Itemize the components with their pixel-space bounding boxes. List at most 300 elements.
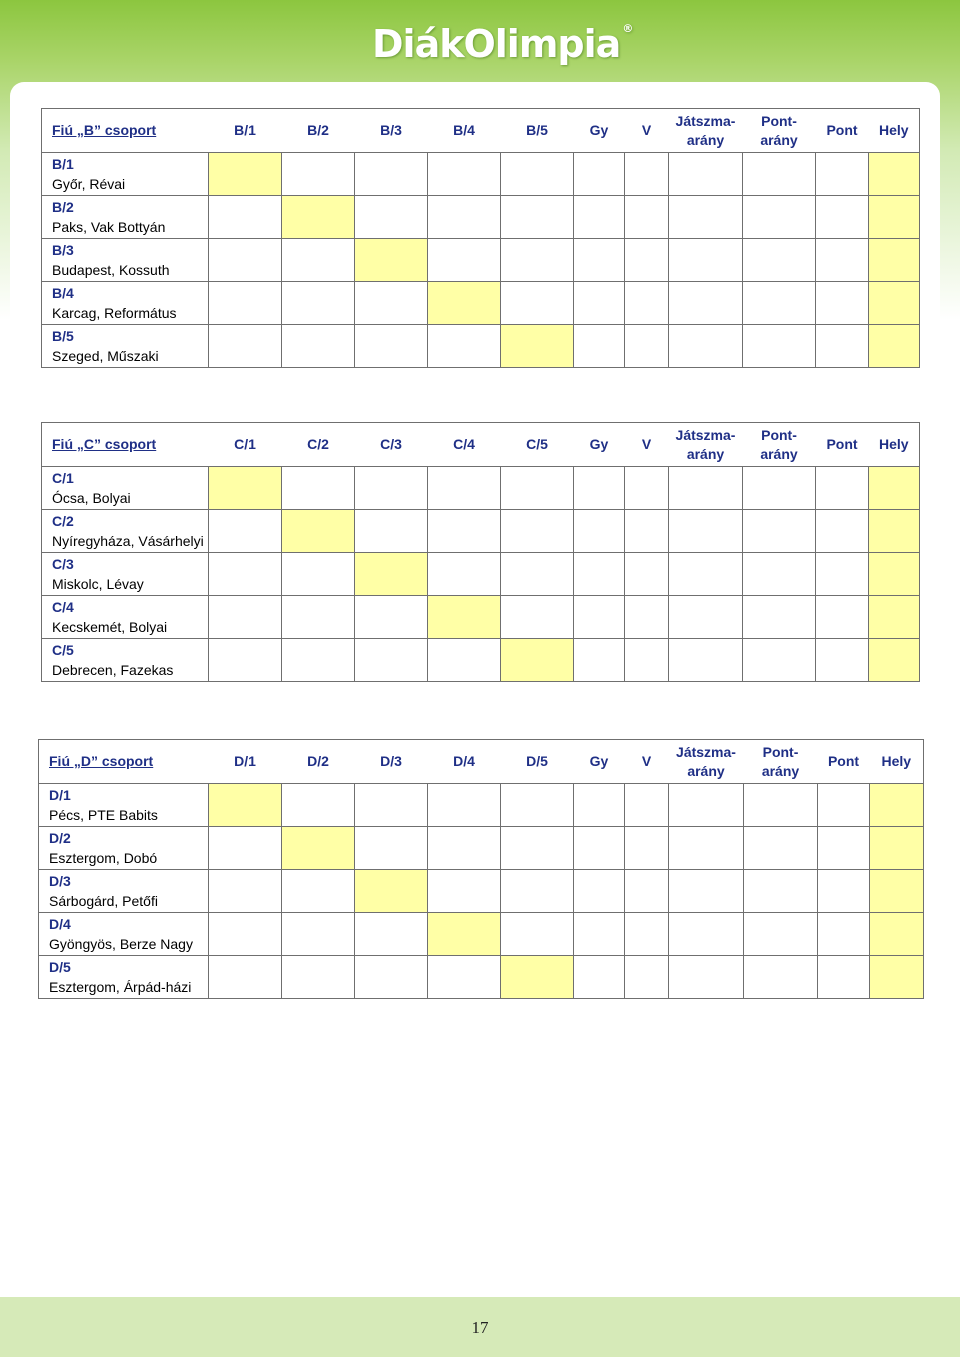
- diakolimpia-logo: [372, 22, 632, 66]
- score-cell[interactable]: [744, 784, 818, 827]
- col-header-hely: [869, 423, 920, 467]
- hely-cell[interactable]: [869, 153, 920, 196]
- group-table: [38, 739, 924, 999]
- col-header-4-text: B/4: [453, 122, 475, 138]
- score-cell[interactable]: [818, 870, 870, 913]
- score-cell[interactable]: [428, 639, 501, 682]
- table-row: [42, 239, 920, 282]
- col-header-gy-text: Gy: [589, 753, 609, 769]
- score-cell[interactable]: [428, 510, 501, 553]
- score-cell[interactable]: [625, 827, 669, 870]
- col-header-pontarany-text: Pont-: [762, 743, 799, 760]
- team-code: B/4: [52, 285, 74, 301]
- self-match-cell: [501, 956, 574, 999]
- score-cell[interactable]: [625, 196, 669, 239]
- score-cell[interactable]: [428, 467, 501, 510]
- group-title: [42, 109, 209, 153]
- group-table: [41, 422, 920, 682]
- team-name: Győr, Révai: [52, 176, 126, 192]
- col-header-pontarany: [744, 740, 818, 784]
- score-cell[interactable]: [669, 870, 744, 913]
- self-match-cell: [282, 827, 355, 870]
- score-cell[interactable]: [282, 153, 355, 196]
- team-cell: [39, 913, 209, 956]
- self-match-cell: [282, 196, 355, 239]
- col-header-2: [282, 423, 355, 467]
- col-header-pont-text: Pont: [827, 753, 860, 769]
- team-code: C/5: [52, 642, 74, 658]
- team-name: Miskolc, Lévay: [52, 576, 144, 592]
- score-cell[interactable]: [209, 596, 282, 639]
- table-row: [42, 153, 920, 196]
- score-cell[interactable]: [818, 827, 870, 870]
- table-row: [42, 596, 920, 639]
- score-cell[interactable]: [209, 956, 282, 999]
- col-header-hely: [869, 109, 920, 153]
- team-name: Paks, Vak Bottyán: [52, 219, 166, 235]
- table-row: [39, 827, 924, 870]
- score-cell[interactable]: [501, 153, 574, 196]
- group-title-text: Fiú „D” csoport: [49, 753, 154, 769]
- col-header-pont: [816, 423, 869, 467]
- team-cell: [39, 956, 209, 999]
- score-cell[interactable]: [625, 784, 669, 827]
- score-cell[interactable]: [282, 956, 355, 999]
- score-cell[interactable]: [625, 639, 669, 682]
- score-cell[interactable]: [669, 196, 743, 239]
- col-header-1: [209, 423, 282, 467]
- team-code: D/3: [49, 873, 71, 889]
- score-cell[interactable]: [574, 325, 625, 368]
- score-cell[interactable]: [282, 553, 355, 596]
- col-header-pont-text: Pont: [826, 122, 858, 138]
- col-header-jatszmaarany-text: Játszma-: [675, 426, 736, 443]
- col-header-pont: [816, 109, 869, 153]
- score-cell[interactable]: [625, 467, 669, 510]
- team-name: Pécs, PTE Babits: [49, 807, 158, 823]
- group-title: [39, 740, 209, 784]
- score-cell[interactable]: [574, 196, 625, 239]
- hely-cell[interactable]: [870, 784, 924, 827]
- score-cell[interactable]: [209, 827, 282, 870]
- team-name: Kecskemét, Bolyai: [52, 619, 168, 635]
- score-cell[interactable]: [816, 510, 869, 553]
- team-name: Budapest, Kossuth: [52, 262, 170, 278]
- col-header-v-text: V: [641, 753, 652, 769]
- score-cell[interactable]: [428, 239, 501, 282]
- score-cell[interactable]: [625, 956, 669, 999]
- score-cell[interactable]: [816, 196, 869, 239]
- col-header-5: [501, 423, 574, 467]
- score-cell[interactable]: [355, 956, 428, 999]
- score-cell[interactable]: [282, 639, 355, 682]
- hely-cell[interactable]: [870, 913, 924, 956]
- col-header-1-text: D/1: [234, 753, 256, 769]
- col-header-hely-text: Hely: [881, 753, 912, 769]
- col-header-pontarany-text: Pont-: [761, 426, 797, 443]
- table-row: [39, 956, 924, 999]
- score-cell[interactable]: [625, 870, 669, 913]
- score-cell[interactable]: [625, 510, 669, 553]
- score-cell[interactable]: [355, 784, 428, 827]
- score-cell[interactable]: [669, 239, 743, 282]
- col-header-v: [625, 423, 669, 467]
- hely-cell[interactable]: [869, 282, 920, 325]
- score-cell[interactable]: [744, 870, 818, 913]
- table-row: [42, 467, 920, 510]
- score-cell[interactable]: [355, 510, 428, 553]
- col-header-jatszmaarany: [669, 423, 743, 467]
- col-header-pontarany: [743, 423, 816, 467]
- score-cell[interactable]: [574, 282, 625, 325]
- team-name: Ócsa, Bolyai: [52, 490, 131, 506]
- col-header-4: [428, 109, 501, 153]
- group-title-text: Fiú „B” csoport: [52, 122, 157, 138]
- hely-cell[interactable]: [869, 553, 920, 596]
- self-match-cell: [428, 913, 501, 956]
- team-code: B/2: [52, 199, 74, 215]
- col-header-hely-text: Hely: [878, 436, 909, 452]
- team-cell: [42, 153, 209, 196]
- logo-text: DiákOlimpia: [372, 22, 621, 66]
- score-cell[interactable]: [209, 553, 282, 596]
- score-cell[interactable]: [743, 325, 816, 368]
- score-cell[interactable]: [574, 153, 625, 196]
- score-cell[interactable]: [282, 325, 355, 368]
- score-cell[interactable]: [355, 639, 428, 682]
- self-match-cell: [501, 639, 574, 682]
- score-cell[interactable]: [355, 282, 428, 325]
- score-cell[interactable]: [501, 467, 574, 510]
- score-cell[interactable]: [428, 196, 501, 239]
- team-code: D/5: [49, 959, 71, 975]
- score-cell[interactable]: [282, 239, 355, 282]
- team-code: C/4: [52, 599, 74, 615]
- team-code: D/4: [49, 916, 71, 932]
- hely-cell[interactable]: [869, 596, 920, 639]
- score-cell[interactable]: [743, 467, 816, 510]
- hely-cell[interactable]: [869, 510, 920, 553]
- score-cell[interactable]: [625, 596, 669, 639]
- score-cell[interactable]: [501, 196, 574, 239]
- score-cell[interactable]: [355, 196, 428, 239]
- col-header-5: [501, 109, 574, 153]
- team-code: C/3: [52, 556, 74, 572]
- score-cell[interactable]: [669, 913, 744, 956]
- score-cell[interactable]: [355, 596, 428, 639]
- score-cell[interactable]: [625, 553, 669, 596]
- score-cell[interactable]: [574, 596, 625, 639]
- score-cell[interactable]: [743, 239, 816, 282]
- team-code: B/3: [52, 242, 74, 258]
- col-header-jatszmaarany-text: Játszma-: [675, 112, 736, 129]
- col-header-gy: [574, 109, 625, 153]
- hely-cell[interactable]: [869, 325, 920, 368]
- group-title-text: Fiú „C” csoport: [52, 436, 157, 452]
- col-header-pont-text: Pont: [826, 436, 858, 452]
- score-cell[interactable]: [625, 325, 669, 368]
- score-cell[interactable]: [669, 510, 743, 553]
- score-cell[interactable]: [501, 827, 574, 870]
- score-cell[interactable]: [501, 239, 574, 282]
- score-cell[interactable]: [282, 870, 355, 913]
- col-header-v-text: V: [641, 436, 652, 452]
- score-cell[interactable]: [209, 510, 282, 553]
- team-cell: [42, 639, 209, 682]
- score-cell[interactable]: [818, 784, 870, 827]
- team-cell: [39, 784, 209, 827]
- self-match-cell: [355, 870, 428, 913]
- score-cell[interactable]: [625, 913, 669, 956]
- score-cell[interactable]: [669, 827, 744, 870]
- team-cell: [42, 467, 209, 510]
- col-header-2: [282, 740, 355, 784]
- score-cell[interactable]: [574, 467, 625, 510]
- score-cell[interactable]: [501, 784, 574, 827]
- self-match-cell: [209, 784, 282, 827]
- score-cell[interactable]: [428, 325, 501, 368]
- score-cell[interactable]: [744, 827, 818, 870]
- page-number: 17: [471, 1318, 489, 1337]
- score-cell[interactable]: [816, 325, 869, 368]
- score-cell[interactable]: [501, 553, 574, 596]
- score-cell[interactable]: [816, 239, 869, 282]
- self-match-cell: [501, 325, 574, 368]
- group-title: [42, 423, 209, 467]
- score-cell[interactable]: [428, 784, 501, 827]
- score-cell[interactable]: [428, 827, 501, 870]
- col-header-pont: [818, 740, 870, 784]
- registered-mark: ®: [622, 22, 633, 35]
- col-header-pontarany: [743, 109, 816, 153]
- score-cell[interactable]: [743, 510, 816, 553]
- col-header-5: [501, 740, 574, 784]
- hely-cell[interactable]: [869, 639, 920, 682]
- score-cell[interactable]: [209, 196, 282, 239]
- col-header-5-text: C/5: [526, 436, 548, 452]
- hely-cell[interactable]: [870, 870, 924, 913]
- col-header-gy-text: Gy: [589, 122, 609, 138]
- col-header-jatszmaarany: [669, 740, 744, 784]
- self-match-cell: [428, 596, 501, 639]
- score-cell[interactable]: [501, 510, 574, 553]
- score-cell[interactable]: [501, 913, 574, 956]
- col-header-gy: [574, 423, 625, 467]
- score-cell[interactable]: [282, 913, 355, 956]
- col-header-1: [209, 740, 282, 784]
- score-cell[interactable]: [669, 325, 743, 368]
- col-header-4-text: C/4: [453, 436, 475, 452]
- hely-cell[interactable]: [869, 239, 920, 282]
- col-header-jatszmaarany-text: arány: [686, 131, 725, 148]
- table-row: [42, 553, 920, 596]
- col-header-3: [355, 109, 428, 153]
- score-cell[interactable]: [743, 196, 816, 239]
- score-cell[interactable]: [282, 784, 355, 827]
- col-header-3-text: C/3: [380, 436, 402, 452]
- col-header-3: [355, 740, 428, 784]
- col-header-4: [428, 740, 501, 784]
- score-cell[interactable]: [625, 153, 669, 196]
- score-cell[interactable]: [669, 467, 743, 510]
- team-name: Karcag, Református: [52, 305, 177, 321]
- col-header-4-text: D/4: [453, 753, 475, 769]
- score-cell[interactable]: [209, 913, 282, 956]
- col-header-hely: [870, 740, 924, 784]
- col-header-gy-text: Gy: [589, 436, 609, 452]
- score-cell[interactable]: [743, 153, 816, 196]
- col-header-hely-text: Hely: [878, 122, 909, 138]
- self-match-cell: [428, 282, 501, 325]
- score-cell[interactable]: [574, 827, 625, 870]
- hely-cell[interactable]: [869, 196, 920, 239]
- score-cell[interactable]: [744, 956, 818, 999]
- table-row: [39, 784, 924, 827]
- score-cell[interactable]: [669, 596, 743, 639]
- col-header-1: [209, 109, 282, 153]
- score-cell[interactable]: [574, 956, 625, 999]
- score-cell[interactable]: [743, 596, 816, 639]
- team-name: Sárbogárd, Petőfi: [49, 893, 158, 909]
- score-cell[interactable]: [209, 239, 282, 282]
- col-header-1-text: B/1: [234, 122, 256, 138]
- score-cell[interactable]: [574, 913, 625, 956]
- table-row: [39, 913, 924, 956]
- score-cell[interactable]: [816, 553, 869, 596]
- table-row: [42, 282, 920, 325]
- table-row: [42, 196, 920, 239]
- score-cell[interactable]: [625, 239, 669, 282]
- team-cell: [42, 282, 209, 325]
- score-cell[interactable]: [428, 153, 501, 196]
- score-cell[interactable]: [816, 467, 869, 510]
- self-match-cell: [209, 153, 282, 196]
- score-cell[interactable]: [428, 870, 501, 913]
- team-cell: [42, 325, 209, 368]
- score-cell[interactable]: [816, 596, 869, 639]
- col-header-2-text: B/2: [307, 122, 329, 138]
- col-header-jatszmaarany: [669, 109, 743, 153]
- score-cell[interactable]: [743, 639, 816, 682]
- team-code: C/2: [52, 513, 74, 529]
- score-cell[interactable]: [501, 596, 574, 639]
- col-header-3: [355, 423, 428, 467]
- score-cell[interactable]: [816, 639, 869, 682]
- team-code: B/1: [52, 156, 74, 172]
- score-cell[interactable]: [209, 870, 282, 913]
- score-cell[interactable]: [355, 153, 428, 196]
- table-row: [42, 510, 920, 553]
- score-cell[interactable]: [355, 827, 428, 870]
- team-cell: [42, 553, 209, 596]
- score-cell[interactable]: [355, 325, 428, 368]
- score-cell[interactable]: [574, 510, 625, 553]
- col-header-v: [625, 740, 669, 784]
- team-cell: [42, 196, 209, 239]
- score-cell[interactable]: [625, 282, 669, 325]
- score-cell[interactable]: [574, 639, 625, 682]
- team-code: B/5: [52, 328, 74, 344]
- team-cell: [42, 510, 209, 553]
- team-name: Gyöngyös, Berze Nagy: [49, 936, 193, 952]
- score-cell[interactable]: [209, 325, 282, 368]
- score-cell[interactable]: [501, 870, 574, 913]
- col-header-v: [625, 109, 669, 153]
- score-cell[interactable]: [428, 956, 501, 999]
- score-cell[interactable]: [669, 553, 743, 596]
- score-cell[interactable]: [816, 282, 869, 325]
- hely-cell[interactable]: [870, 827, 924, 870]
- score-cell[interactable]: [816, 153, 869, 196]
- table-row: [42, 639, 920, 682]
- team-cell: [39, 827, 209, 870]
- score-cell[interactable]: [669, 153, 743, 196]
- col-header-v-text: V: [641, 122, 652, 138]
- score-cell[interactable]: [282, 596, 355, 639]
- group-table: [41, 108, 920, 368]
- table-row: [39, 870, 924, 913]
- self-match-cell: [282, 510, 355, 553]
- score-cell[interactable]: [744, 913, 818, 956]
- score-cell[interactable]: [574, 870, 625, 913]
- score-cell[interactable]: [574, 239, 625, 282]
- score-cell[interactable]: [818, 913, 870, 956]
- col-header-pontarany-text: Pont-: [761, 112, 797, 129]
- col-header-gy: [574, 740, 625, 784]
- team-code: C/1: [52, 470, 74, 486]
- team-name: Debrecen, Fazekas: [52, 662, 174, 678]
- col-header-pontarany-text: arány: [760, 445, 798, 462]
- score-cell[interactable]: [282, 282, 355, 325]
- score-cell[interactable]: [818, 956, 870, 999]
- team-cell: [42, 239, 209, 282]
- team-cell: [39, 870, 209, 913]
- team-name: Nyíregyháza, Vásárhelyi: [52, 533, 204, 549]
- col-header-4: [428, 423, 501, 467]
- score-cell[interactable]: [209, 282, 282, 325]
- col-header-pontarany-text: arány: [761, 762, 800, 779]
- score-cell[interactable]: [669, 639, 743, 682]
- col-header-jatszmaarany-text: Játszma-: [676, 743, 736, 760]
- team-cell: [42, 596, 209, 639]
- score-cell[interactable]: [574, 784, 625, 827]
- score-cell[interactable]: [743, 553, 816, 596]
- score-cell[interactable]: [669, 282, 743, 325]
- col-header-jatszmaarany-text: arány: [687, 762, 725, 779]
- self-match-cell: [355, 239, 428, 282]
- team-code: D/2: [49, 830, 71, 846]
- col-header-2-text: D/2: [307, 753, 329, 769]
- score-cell[interactable]: [669, 956, 744, 999]
- hely-cell[interactable]: [870, 956, 924, 999]
- score-cell[interactable]: [355, 913, 428, 956]
- col-header-5-text: D/5: [526, 753, 548, 769]
- self-match-cell: [355, 553, 428, 596]
- score-cell[interactable]: [574, 553, 625, 596]
- score-cell[interactable]: [669, 784, 744, 827]
- score-cell[interactable]: [743, 282, 816, 325]
- hely-cell[interactable]: [869, 467, 920, 510]
- col-header-5-text: B/5: [526, 122, 548, 138]
- score-cell[interactable]: [282, 467, 355, 510]
- score-cell[interactable]: [501, 282, 574, 325]
- score-cell[interactable]: [355, 467, 428, 510]
- table-row: [42, 325, 920, 368]
- score-cell[interactable]: [209, 639, 282, 682]
- col-header-pontarany-text: arány: [760, 131, 798, 148]
- score-cell[interactable]: [428, 553, 501, 596]
- col-header-2-text: C/2: [307, 436, 329, 452]
